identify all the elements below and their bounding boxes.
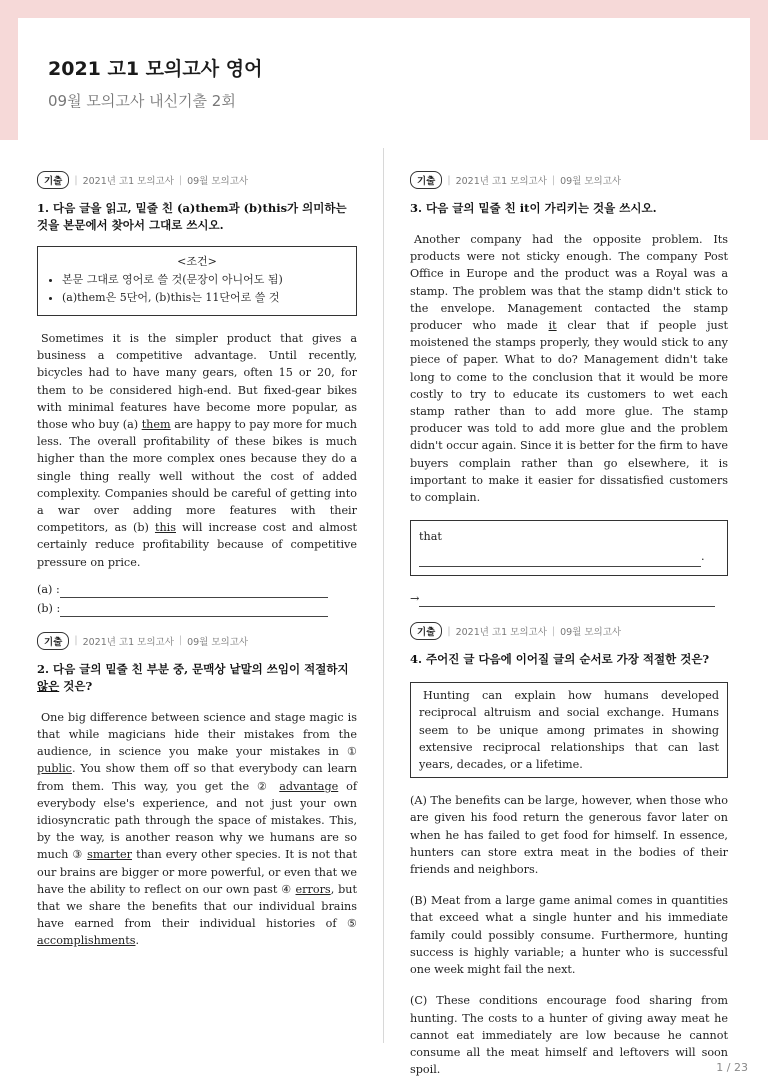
answer-prompt-word: that — [419, 530, 442, 544]
source-badge: 기출 — [410, 171, 442, 189]
page-title: 2021 고1 모의고사 영어 — [48, 58, 263, 80]
question-1-title: 1. 다음 글을 읽고, 밑줄 친 (a)them과 (b)this가 의미하는 것을 본문에서 찾아서 그대로 쓰시오. — [37, 201, 347, 232]
question-2-passage — [37, 709, 357, 950]
exam-month: 09월 모의고사 — [560, 176, 622, 187]
exam-month: 09월 모의고사 — [560, 627, 622, 639]
answer-blank[interactable] — [419, 566, 701, 567]
page-number: 1 / 23 — [716, 1061, 748, 1074]
passage-text: clear that if people just moistened the stamps properly, they would stick to any piece of paper. What to do? Management didn't take long to come to the conclusion that it would be more costly to try to educate its customers to wet each stamp rather than to add more glue. The stamp producer was told to add more glue and the problem didn't occur again. Since it is better for the firm to have buyers complain rather than go elsewhere, it is important to make it easier for dissatisfied customers to complain. — [410, 319, 729, 505]
answer-b-label: (b) : — [37, 601, 61, 615]
title-underlined: 않은 — [37, 678, 60, 693]
exam-year: 2021년 고1 모의고사 — [82, 636, 174, 648]
separator: | — [74, 174, 78, 186]
choice-c: (C) These conditions encourage food sharing from hunting. The costs to a hunter of giving away meat he cannot eat immediately are low because he cannot consume all the meat himself and leftovers will soon spoil. — [410, 994, 728, 1077]
passage-text: , but that we share the benefits that our individual brains have earned from their individual histories of ⑤ — [37, 882, 357, 931]
answer-period: . — [701, 550, 705, 564]
question-1-passage — [37, 330, 357, 571]
source-badge: 기출 — [410, 622, 442, 640]
separator: | — [551, 174, 556, 186]
title-text: 2. 다음 글의 밑줄 친 부분 중, 문맥상 낱말의 쓰임이 적절하지 — [37, 661, 349, 676]
question-meta — [410, 170, 728, 190]
answer-a-blank[interactable] — [60, 597, 328, 598]
passage-text: Sometimes it is the simpler product that gives a business a competitive advantage. Until recently, bicycles had to have many gears, often 15 or 20, for them to be considered high-end. But fixed-gear bikes with minimal features have become more popular, as those who buy (a) — [37, 332, 357, 432]
passage-text: One big difference between science and stage magic is that while magicians hide their mistakes from the audience, in science you make your mistakes in ① — [37, 710, 357, 759]
separator: | — [74, 635, 78, 647]
question-2-title — [37, 661, 357, 695]
passage-text: . You show them off so that everybody can learn from them. This way, you get the ② — [37, 762, 357, 793]
condition-item: • 본문 그대로 영어로 쓸 것(문장이 아니어도 됨) — [62, 271, 346, 289]
conditions-title: <조건> — [177, 255, 217, 268]
answer-box — [410, 520, 728, 576]
arrow-icon: → — [410, 592, 420, 606]
condition-item: • (a)them은 5단어, (b)this는 11단어로 쓸 것 — [62, 289, 346, 307]
conditions-box — [37, 246, 357, 316]
header-card — [18, 18, 750, 140]
question-4-title: 4. 주어진 글 다음에 이어질 글의 순서로 가장 적절한 것은? — [410, 652, 710, 667]
underlined-word: public — [37, 762, 72, 776]
column-divider — [383, 148, 384, 1043]
separator: | — [551, 625, 556, 637]
passage-text: of everybody else's experience, and not just your own idiosyncratic path through the space of mistakes. This, by the way, is another reason why we humans are so much ③ — [37, 779, 357, 862]
given-passage-box: Hunting can explain how humans developed reciprocal altruism and social exchange. Humans seem to be unique among primates in showing extensive reciprocal relationships that can last years, decades, or a lifetime. — [410, 682, 728, 778]
source-badge: 기출 — [37, 632, 69, 650]
underlined-word: accomplishments — [37, 934, 136, 948]
page-subtitle: 09월 모의고사 내신기출 2회 — [48, 92, 236, 110]
exam-year: 2021년 고1 모의고사 — [455, 176, 547, 187]
passage-text: . — [135, 934, 140, 948]
exam-year: 2021년 고1 모의고사 — [455, 627, 547, 639]
choice-b: (B) Meat from a large game animal comes in quantities that exceed what a single hunter and his immediate family could possibly consume. Furthermore, hunting success is highly variable; a hunter who is successful one week might fail the next. — [410, 894, 728, 977]
separator: | — [178, 174, 183, 186]
separator: | — [447, 625, 451, 637]
arrow-answer-blank[interactable] — [419, 606, 715, 607]
exam-month: 09월 모의고사 — [187, 176, 249, 187]
separator: | — [447, 174, 451, 186]
answer-b-blank[interactable] — [60, 616, 328, 617]
underlined-it: it — [548, 319, 557, 333]
question-meta — [37, 170, 357, 190]
question-meta — [37, 631, 357, 651]
answer-a-label: (a) : — [37, 582, 60, 596]
underlined-this: this — [154, 521, 176, 535]
passage-text: are happy to pay more for much less. The overall profitability of these bikes is much higher than the more complex ones because they do a single thing really well without the cost of added complexity. Companies should be careful of getting into a war over adding more features with their competitors, as (b) — [37, 418, 357, 535]
question-3-passage — [410, 231, 728, 506]
passage-text: will increase cost and almost certainly reduce profitability because of competitive pressure on price. — [37, 521, 357, 569]
underlined-word: advantage — [279, 779, 339, 793]
arrow-answer — [410, 590, 728, 607]
title-text: 것은? — [59, 678, 93, 693]
choice-a: (A) The benefits can be large, however, when those who are given his food return the generous favor later on when he has failed to get food for himself. In essence, hunters can store extra meat in the bodies of their friends and neighbors. — [410, 794, 728, 877]
question-3-title: 3. 다음 글의 밑줄 친 it이 가리키는 것을 쓰시오. — [410, 201, 657, 215]
passage-text: Another company had the opposite problem. Its products were not sticky enough. The company Post Office in Europe and the product was a Royal was a stamp. The problem was that the stamp didn't stick to the envelope. Management contacted the stamp producer who made — [410, 233, 728, 333]
exam-year: 2021년 고1 모의고사 — [82, 176, 174, 187]
underlined-them: them — [141, 418, 171, 432]
exam-month: 09월 모의고사 — [187, 636, 249, 648]
left-column — [37, 170, 357, 950]
answer-b — [37, 600, 357, 617]
underlined-word: smarter — [87, 848, 132, 862]
question-meta — [410, 621, 728, 641]
passage-text: than every other species. It is not that our brains are bigger or more powerful, or even that we have the ability to reflect on our own past ④ — [37, 848, 358, 896]
right-column — [410, 170, 728, 1078]
underlined-word: errors — [295, 882, 331, 896]
separator: | — [178, 635, 183, 647]
source-badge: 기출 — [37, 171, 69, 189]
answer-a — [37, 581, 357, 598]
